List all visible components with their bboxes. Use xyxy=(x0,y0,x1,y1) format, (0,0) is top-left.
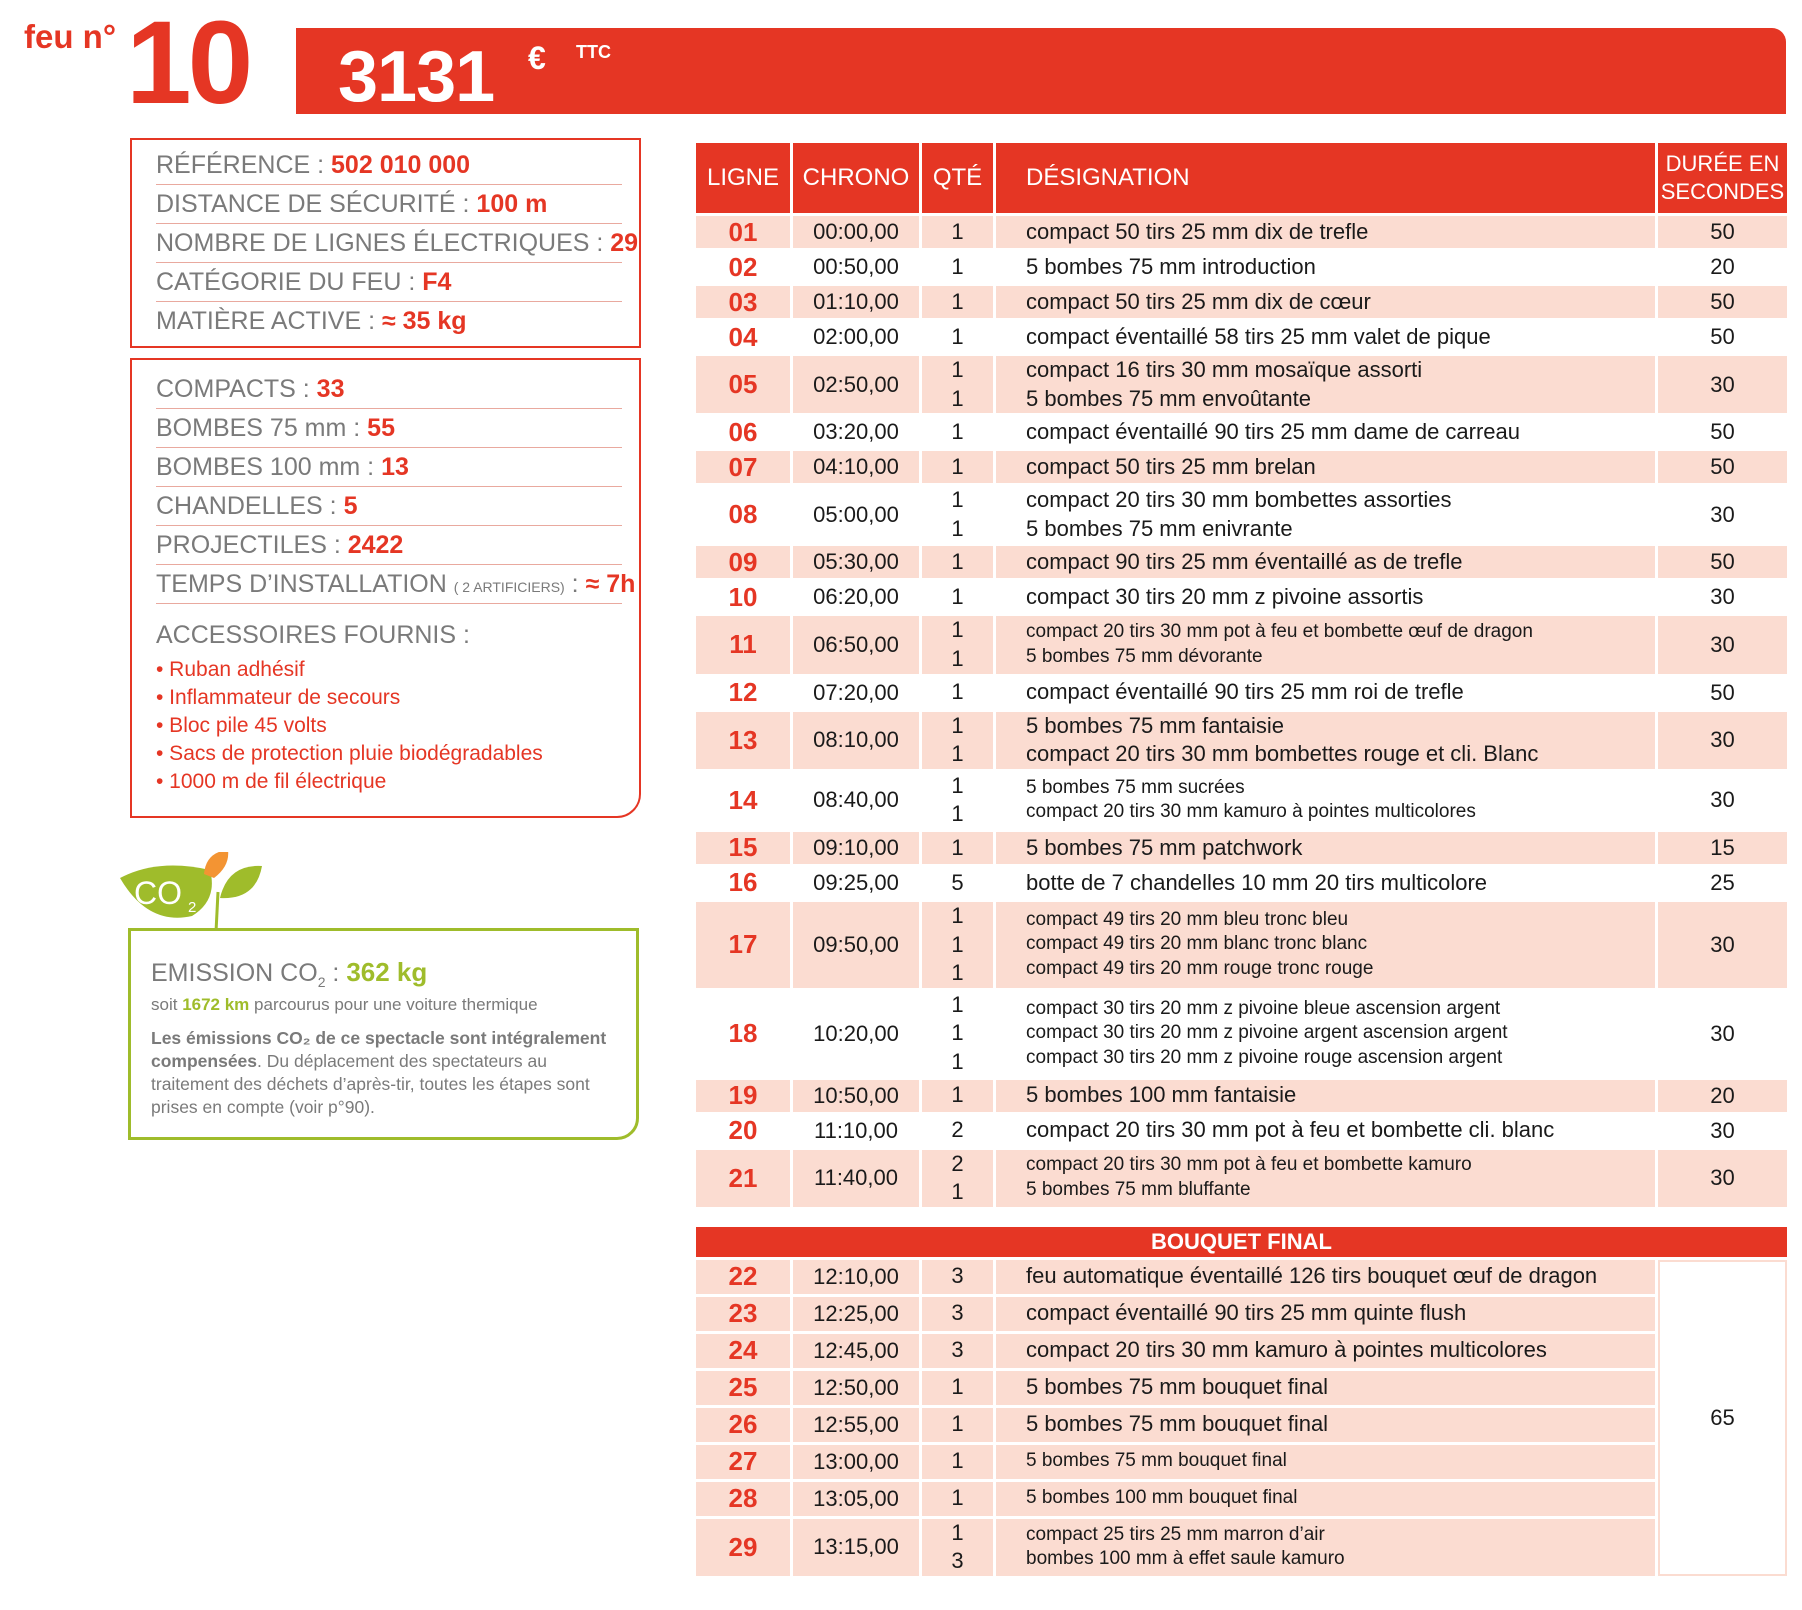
cell-duree: 50 xyxy=(1710,324,1735,349)
cell-chrono: 00:00,00 xyxy=(793,216,919,248)
cell-designation-line: 5 bombes 75 mm bouquet final xyxy=(1026,1374,1329,1400)
cell-designation xyxy=(996,1115,1655,1147)
cell-ligne: 20 xyxy=(728,1115,758,1145)
cell-qte-line: 1 xyxy=(951,679,964,705)
composition-bombes100: BOMBES 100 mm : 13 xyxy=(156,448,622,487)
cell-designation-line: 5 bombes 75 mm sucrées xyxy=(1026,776,1245,798)
cell-qte xyxy=(922,1115,993,1147)
table-row xyxy=(696,677,1787,709)
info-box xyxy=(130,138,641,348)
header-designation: DÉSIGNATION xyxy=(996,143,1655,213)
table-row xyxy=(696,1150,1787,1207)
cell-designation-line: compact 49 tirs 20 mm bleu tronc bleu xyxy=(1026,908,1349,930)
feu-number: 10 xyxy=(126,0,250,129)
cell-ligne: 22 xyxy=(696,1260,790,1294)
accessoire-item: • 1000 m de fil électrique xyxy=(156,770,387,793)
cell-designation xyxy=(996,867,1655,899)
bouquet-final-header xyxy=(696,1227,1787,1257)
cell-ligne: 03 xyxy=(696,286,790,318)
cell-qte xyxy=(922,772,993,829)
cell-designation-line: 5 bombes 75 mm envoûtante xyxy=(1026,385,1311,411)
cell-qte-line: 1 xyxy=(951,801,964,827)
info-distance: DISTANCE DE SÉCURITÉ : 100 m xyxy=(156,185,622,224)
cell-chrono: 02:00,00 xyxy=(813,324,899,349)
table-row xyxy=(696,1408,1787,1442)
cell-qte xyxy=(922,867,993,899)
table-row xyxy=(696,991,1787,1077)
cell-ligne: 21 xyxy=(696,1150,790,1207)
header-qte: QTÉ xyxy=(922,143,993,213)
cell-designation-line: compact 20 tirs 30 mm kamuro à pointes multicolores xyxy=(1026,1337,1547,1363)
cell-ligne: 02 xyxy=(728,251,758,282)
cell-designation xyxy=(996,991,1655,1077)
table-row xyxy=(696,1115,1787,1147)
cell-designation-line: compact 50 tirs 25 mm dix de cœur xyxy=(1026,288,1371,314)
cell-qte-line: 1 xyxy=(951,1519,964,1545)
cell-ligne: 05 xyxy=(696,356,790,413)
cell-designation-line: compact 30 tirs 20 mm z pivoine argent ascension argent xyxy=(1026,1022,1508,1044)
price-banner xyxy=(296,28,1786,117)
composition-bombes75: BOMBES 75 mm : 55 xyxy=(156,409,622,448)
composition-temps: TEMPS D’INSTALLATION ( 2 ARTIFICIERS) : ≈ 7h xyxy=(156,565,622,604)
cell-chrono: 11:10,00 xyxy=(813,1117,898,1143)
cell-designation-line: compact 20 tirs 30 mm bombettes rouge et cli. Blanc xyxy=(1026,741,1539,767)
table-row xyxy=(696,451,1787,483)
composition-box xyxy=(130,358,641,818)
cell-duree: 30 xyxy=(1658,356,1787,413)
cell-qte xyxy=(922,216,993,248)
cell-designation xyxy=(996,451,1655,483)
cell-designation-line: feu automatique éventaillé 126 tirs bouquet œuf de dragon xyxy=(1026,1263,1598,1289)
cell-designation xyxy=(996,1371,1655,1405)
cell-designation-line: 5 bombes 75 mm bluffante xyxy=(1026,1179,1251,1201)
cell-designation-line: compact 49 tirs 20 mm rouge tronc rouge xyxy=(1026,958,1374,980)
cell-chrono: 06:20,00 xyxy=(813,584,899,610)
svg-text:CO: CO xyxy=(134,875,182,911)
cell-ligne: 26 xyxy=(696,1408,790,1442)
cell-ligne: 27 xyxy=(696,1445,790,1479)
cell-designation xyxy=(996,1408,1655,1442)
cell-qte-line: 1 xyxy=(951,902,964,928)
cell-designation xyxy=(996,546,1655,578)
cell-chrono: 08:40,00 xyxy=(813,787,899,813)
cell-designation-line: 5 bombes 100 mm bouquet final xyxy=(1026,1487,1298,1509)
cell-qte-line: 5 xyxy=(951,869,964,895)
cell-qte-line: 2 xyxy=(951,1150,964,1176)
cell-qte xyxy=(922,286,993,318)
cell-designation-line: compact éventaillé 90 tirs 25 mm quinte flush xyxy=(1026,1300,1467,1326)
cell-designation-line: compact 49 tirs 20 mm blanc tronc blanc xyxy=(1026,933,1368,955)
table-row xyxy=(696,1334,1787,1368)
table-row xyxy=(696,772,1787,829)
cell-ligne: 18 xyxy=(728,1018,758,1049)
cell-qte xyxy=(922,1297,993,1331)
cell-designation xyxy=(996,1482,1655,1516)
info-lignes: NOMBRE DE LIGNES ÉLECTRIQUES : 29 xyxy=(156,224,622,263)
cell-chrono: 12:55,00 xyxy=(793,1408,919,1442)
cell-qte-line: 1 xyxy=(951,1485,964,1511)
cell-qte-line: 3 xyxy=(951,1300,964,1326)
composition-projectiles: PROJECTILES : 2422 xyxy=(156,526,622,565)
table-row xyxy=(696,216,1787,248)
cell-chrono: 11:40,00 xyxy=(793,1150,919,1207)
price-currency: € xyxy=(528,40,546,76)
cell-qte xyxy=(922,251,993,283)
cell-qte xyxy=(922,1482,993,1516)
table-row xyxy=(696,1371,1787,1405)
table-row xyxy=(696,1519,1787,1576)
price-value: 3131 xyxy=(338,37,495,117)
cell-designation xyxy=(996,772,1655,829)
cell-qte xyxy=(922,1334,993,1368)
cell-chrono: 05:30,00 xyxy=(793,546,919,578)
cell-qte-line: 1 xyxy=(951,453,964,479)
cell-designation-line: 5 bombes 100 mm fantaisie xyxy=(1026,1082,1297,1108)
cell-duree: 50 xyxy=(1658,451,1787,483)
cell-qte-line: 1 xyxy=(951,385,964,411)
cell-qte xyxy=(922,1150,993,1207)
cell-qte-line: 3 xyxy=(951,1337,964,1363)
cell-designation xyxy=(996,1334,1655,1368)
cell-designation-line: compact 20 tirs 30 mm pot à feu et bombette œuf de dragon xyxy=(1026,621,1533,643)
cell-designation xyxy=(996,1297,1655,1331)
cell-qte-line: 1 xyxy=(951,1048,964,1074)
cell-chrono: 09:10,00 xyxy=(793,832,919,864)
composition-compacts: COMPACTS : 33 xyxy=(156,370,622,409)
cell-qte-line: 2 xyxy=(951,1117,964,1143)
cell-qte xyxy=(922,1519,993,1576)
cell-qte-line: 1 xyxy=(951,487,964,513)
table-row xyxy=(696,356,1787,413)
info-categorie: CATÉGORIE DU FEU : F4 xyxy=(156,263,622,302)
cell-qte xyxy=(922,832,993,864)
accessoire-item: • Bloc pile 45 volts xyxy=(156,714,327,737)
cell-duree: 30 xyxy=(1710,501,1735,527)
cell-designation-line: compact 20 tirs 30 mm pot à feu et bombette kamuro xyxy=(1026,1154,1472,1176)
cell-qte-line: 1 xyxy=(951,1082,964,1108)
cell-chrono: 10:50,00 xyxy=(793,1080,919,1112)
cell-qte-line: 1 xyxy=(951,515,964,541)
cell-chrono: 09:50,00 xyxy=(793,902,919,988)
info-reference: RÉFÉRENCE : 502 010 000 xyxy=(156,146,622,185)
cell-ligne: 29 xyxy=(696,1519,790,1576)
cell-qte-line: 1 xyxy=(951,1374,964,1400)
cell-chrono: 12:25,00 xyxy=(793,1297,919,1331)
cell-ligne: 13 xyxy=(696,712,790,769)
cell-designation-line: compact éventaillé 58 tirs 25 mm valet de pique xyxy=(1026,323,1491,349)
cell-designation xyxy=(996,1080,1655,1112)
cell-chrono: 12:50,00 xyxy=(793,1371,919,1405)
cell-qte-line: 1 xyxy=(951,584,964,610)
cell-ligne: 06 xyxy=(728,416,758,447)
cell-qte xyxy=(922,416,993,448)
cell-designation-line: compact 20 tirs 30 mm pot à feu et bombette cli. blanc xyxy=(1026,1117,1555,1143)
accessoire-item: • Ruban adhésif xyxy=(156,658,305,681)
cell-duree: 50 xyxy=(1658,546,1787,578)
header-duree: DURÉE EN SECONDES xyxy=(1658,143,1787,213)
cell-chrono: 01:10,00 xyxy=(793,286,919,318)
cell-chrono: 10:20,00 xyxy=(813,1020,899,1046)
cell-qte-line: 1 xyxy=(951,1411,964,1437)
cell-ligne: 24 xyxy=(696,1334,790,1368)
cell-qte xyxy=(922,902,993,988)
cell-designation xyxy=(996,677,1655,709)
cell-duree: 50 xyxy=(1658,286,1787,318)
cell-qte xyxy=(922,991,993,1077)
cell-duree: 25 xyxy=(1710,869,1735,895)
cell-designation-line: 5 bombes 75 mm fantaisie xyxy=(1026,712,1285,738)
cell-ligne: 28 xyxy=(696,1482,790,1516)
cell-designation xyxy=(996,832,1655,864)
cell-qte-line: 1 xyxy=(951,323,964,349)
cell-ligne: 08 xyxy=(728,499,758,530)
table-row xyxy=(696,1297,1787,1331)
table-row xyxy=(696,546,1787,578)
cell-qte-line: 3 xyxy=(951,1263,964,1289)
cell-ligne: 23 xyxy=(696,1297,790,1331)
table-row xyxy=(696,1482,1787,1516)
cell-qte-line: 3 xyxy=(951,1548,964,1574)
cell-designation-line: 5 bombes 75 mm introduction xyxy=(1026,253,1316,279)
cell-duree: 20 xyxy=(1658,1080,1787,1112)
cell-designation-line: compact éventaillé 90 tirs 25 mm dame de carreau xyxy=(1026,418,1521,444)
cell-chrono: 00:50,00 xyxy=(813,254,899,279)
cell-ligne: 15 xyxy=(696,832,790,864)
cell-designation xyxy=(996,1260,1655,1294)
cell-chrono: 04:10,00 xyxy=(793,451,919,483)
co2-box xyxy=(128,928,639,1140)
cell-chrono: 13:00,00 xyxy=(793,1445,919,1479)
cell-designation-line: botte de 7 chandelles 10 mm 20 tirs multicolore xyxy=(1026,869,1488,895)
cell-qte-line: 1 xyxy=(951,712,964,738)
cell-ligne: 14 xyxy=(728,784,758,815)
cell-designation-line: compact 25 tirs 25 mm marron d’air xyxy=(1026,1523,1325,1545)
cell-qte xyxy=(922,321,993,353)
cell-designation xyxy=(996,356,1655,413)
cell-qte xyxy=(922,1080,993,1112)
table-row xyxy=(696,581,1787,613)
cell-duree: 50 xyxy=(1658,216,1787,248)
cell-duree: 30 xyxy=(1658,902,1787,988)
table-row xyxy=(696,1080,1787,1112)
price-ttc: TTC xyxy=(576,42,611,62)
header-chrono: CHRONO xyxy=(793,143,919,213)
cell-qte-line: 1 xyxy=(951,991,964,1017)
cell-qte-line: 1 xyxy=(951,549,964,575)
cell-designation xyxy=(996,286,1655,318)
cell-qte-line: 1 xyxy=(951,960,964,986)
program-table xyxy=(693,140,1790,1579)
cell-designation xyxy=(996,581,1655,613)
table-row xyxy=(696,486,1787,543)
cell-designation xyxy=(996,616,1655,673)
cell-qte-line: 1 xyxy=(951,617,964,643)
cell-chrono: 06:50,00 xyxy=(793,616,919,673)
cell-designation-line: 5 bombes 75 mm bouquet final xyxy=(1026,1450,1287,1472)
cell-qte xyxy=(922,451,993,483)
cell-duree: 30 xyxy=(1658,616,1787,673)
cell-qte xyxy=(922,581,993,613)
cell-duree: 15 xyxy=(1658,832,1787,864)
cell-qte-line: 1 xyxy=(951,834,964,860)
cell-designation-line: compact 90 tirs 25 mm éventaillé as de trefle xyxy=(1026,549,1463,575)
cell-ligne: 17 xyxy=(696,902,790,988)
table-row xyxy=(696,616,1787,673)
cell-qte-line: 1 xyxy=(951,772,964,798)
co2-km: soit 1672 km parcourus pour une voiture thermique xyxy=(151,995,538,1014)
table-row xyxy=(696,712,1787,769)
cell-qte-line: 1 xyxy=(951,741,964,767)
info-matiere: MATIÈRE ACTIVE : ≈ 35 kg xyxy=(156,307,467,335)
cell-qte-line: 1 xyxy=(951,645,964,671)
cell-designation xyxy=(996,902,1655,988)
cell-designation xyxy=(996,1445,1655,1479)
header-ligne: LIGNE xyxy=(696,143,790,213)
co2-emission: EMISSION $CO_2$ : 362 kg xyxy=(151,957,428,990)
table-row xyxy=(696,867,1787,899)
cell-designation-line: compact 30 tirs 20 mm z pivoine rouge ascension argent xyxy=(1026,1046,1503,1068)
cell-duree: 30 xyxy=(1710,1020,1735,1046)
cell-designation-line: 5 bombes 75 mm patchwork xyxy=(1026,834,1303,860)
cell-duree: 30 xyxy=(1658,712,1787,769)
cell-qte xyxy=(922,1408,993,1442)
cell-chrono: 12:45,00 xyxy=(793,1334,919,1368)
co2-paragraph: Les émissions CO₂ de ce spectacle sont intégralement compensées. Du déplacement des spectateurs au traitement des déchets d’après-tir, toutes les étapes sont prises en compte (voir p°90). xyxy=(151,1028,607,1117)
cell-ligne: 16 xyxy=(728,867,758,898)
cell-ligne: 11 xyxy=(696,616,790,673)
cell-designation-line: compact 50 tirs 25 mm brelan xyxy=(1026,453,1316,479)
cell-designation-line: 5 bombes 75 mm enivrante xyxy=(1026,515,1293,541)
cell-chrono: 02:50,00 xyxy=(793,356,919,413)
cell-designation-line: bombes 100 mm à effet saule kamuro xyxy=(1026,1548,1345,1570)
cell-qte xyxy=(922,1260,993,1294)
table-row xyxy=(696,321,1787,353)
accessoire-item: • Sacs de protection pluie biodégradables xyxy=(156,742,543,765)
cell-duree: 30 xyxy=(1710,1117,1735,1143)
cell-chrono: 03:20,00 xyxy=(813,419,899,445)
cell-ligne: 07 xyxy=(696,451,790,483)
cell-ligne: 12 xyxy=(728,677,758,708)
cell-chrono: 12:10,00 xyxy=(793,1260,919,1294)
composition-chandelles: CHANDELLES : 5 xyxy=(156,487,622,526)
cell-qte xyxy=(922,356,993,413)
cell-designation xyxy=(996,486,1655,543)
cell-designation-line: compact éventaillé 90 tirs 25 mm roi de trefle xyxy=(1026,679,1464,705)
cell-designation xyxy=(996,251,1655,283)
cell-designation-line: 5 bombes 75 mm bouquet final xyxy=(1026,1411,1329,1437)
cell-ligne: 25 xyxy=(696,1371,790,1405)
cell-ligne: 04 xyxy=(728,321,758,352)
cell-designation xyxy=(996,216,1655,248)
cell-ligne: 09 xyxy=(696,546,790,578)
cell-qte xyxy=(922,546,993,578)
cell-designation-line: compact 20 tirs 30 mm bombettes assorties xyxy=(1026,487,1452,513)
accessoire-item: • Inflammateur de secours xyxy=(156,686,401,709)
table-row xyxy=(696,286,1787,318)
cell-duree: 30 xyxy=(1658,1150,1787,1207)
cell-designation-line: 5 bombes 75 mm dévorante xyxy=(1026,645,1263,667)
cell-designation-line: compact 30 tirs 20 mm z pivoine assortis xyxy=(1026,584,1424,610)
table-row xyxy=(696,832,1787,864)
cell-qte xyxy=(922,486,993,543)
co2-leaf-icon xyxy=(118,852,268,932)
cell-duree: 30 xyxy=(1710,787,1735,813)
cell-qte-line: 1 xyxy=(951,253,964,279)
cell-qte-line: 1 xyxy=(951,357,964,382)
cell-chrono: 05:00,00 xyxy=(813,501,899,527)
table-row xyxy=(696,902,1787,988)
table-header-row xyxy=(696,143,1787,213)
cell-qte-line: 1 xyxy=(951,288,964,314)
cell-chrono: 09:25,00 xyxy=(813,869,899,895)
table-row xyxy=(696,1445,1787,1479)
cell-ligne: 10 xyxy=(728,581,758,612)
table-row xyxy=(696,416,1787,448)
table-row xyxy=(696,251,1787,283)
cell-chrono: 13:15,00 xyxy=(793,1519,919,1576)
cell-qte-line: 1 xyxy=(951,1448,964,1474)
cell-duree: 50 xyxy=(1710,419,1735,445)
cell-qte-line: 1 xyxy=(951,218,964,244)
cell-designation xyxy=(996,416,1655,448)
cell-chrono: 13:05,00 xyxy=(793,1482,919,1516)
cell-qte-line: 1 xyxy=(951,418,964,444)
spacer-cell xyxy=(696,1210,1787,1224)
cell-qte xyxy=(922,1371,993,1405)
cell-duree: 50 xyxy=(1710,679,1735,705)
cell-designation xyxy=(996,321,1655,353)
cell-duree: 30 xyxy=(1710,584,1735,610)
cell-designation xyxy=(996,1150,1655,1207)
cell-designation-line: compact 16 tirs 30 mm mosaïque assorti xyxy=(1026,357,1423,382)
cell-designation-line: compact 30 tirs 20 mm z pivoine bleue ascension argent xyxy=(1026,997,1501,1019)
cell-qte-line: 1 xyxy=(951,931,964,957)
cell-designation-line: compact 50 tirs 25 mm dix de trefle xyxy=(1026,218,1369,244)
cell-qte-line: 1 xyxy=(951,1020,964,1046)
svg-text:2: 2 xyxy=(188,899,197,916)
cell-qte xyxy=(922,677,993,709)
feu-label: feu n° xyxy=(24,18,117,55)
cell-qte xyxy=(922,1445,993,1479)
bouquet-final-title: BOUQUET FINAL xyxy=(696,1227,1787,1257)
cell-chrono: 08:10,00 xyxy=(793,712,919,769)
cell-qte xyxy=(922,616,993,673)
cell-duree-bouquet: 65 xyxy=(1658,1260,1787,1576)
table-row xyxy=(696,1260,1787,1294)
accessoires-label: ACCESSOIRES FOURNIS : xyxy=(156,621,470,649)
cell-qte-line: 1 xyxy=(951,1179,964,1205)
cell-designation xyxy=(996,712,1655,769)
cell-ligne: 01 xyxy=(696,216,790,248)
cell-chrono: 07:20,00 xyxy=(813,679,899,705)
table-spacer xyxy=(696,1210,1787,1224)
cell-ligne: 19 xyxy=(696,1080,790,1112)
cell-designation-line: compact 20 tirs 30 mm kamuro à pointes multicolores xyxy=(1026,801,1476,823)
cell-qte xyxy=(922,712,993,769)
cell-designation xyxy=(996,1519,1655,1576)
cell-duree: 20 xyxy=(1710,254,1735,279)
